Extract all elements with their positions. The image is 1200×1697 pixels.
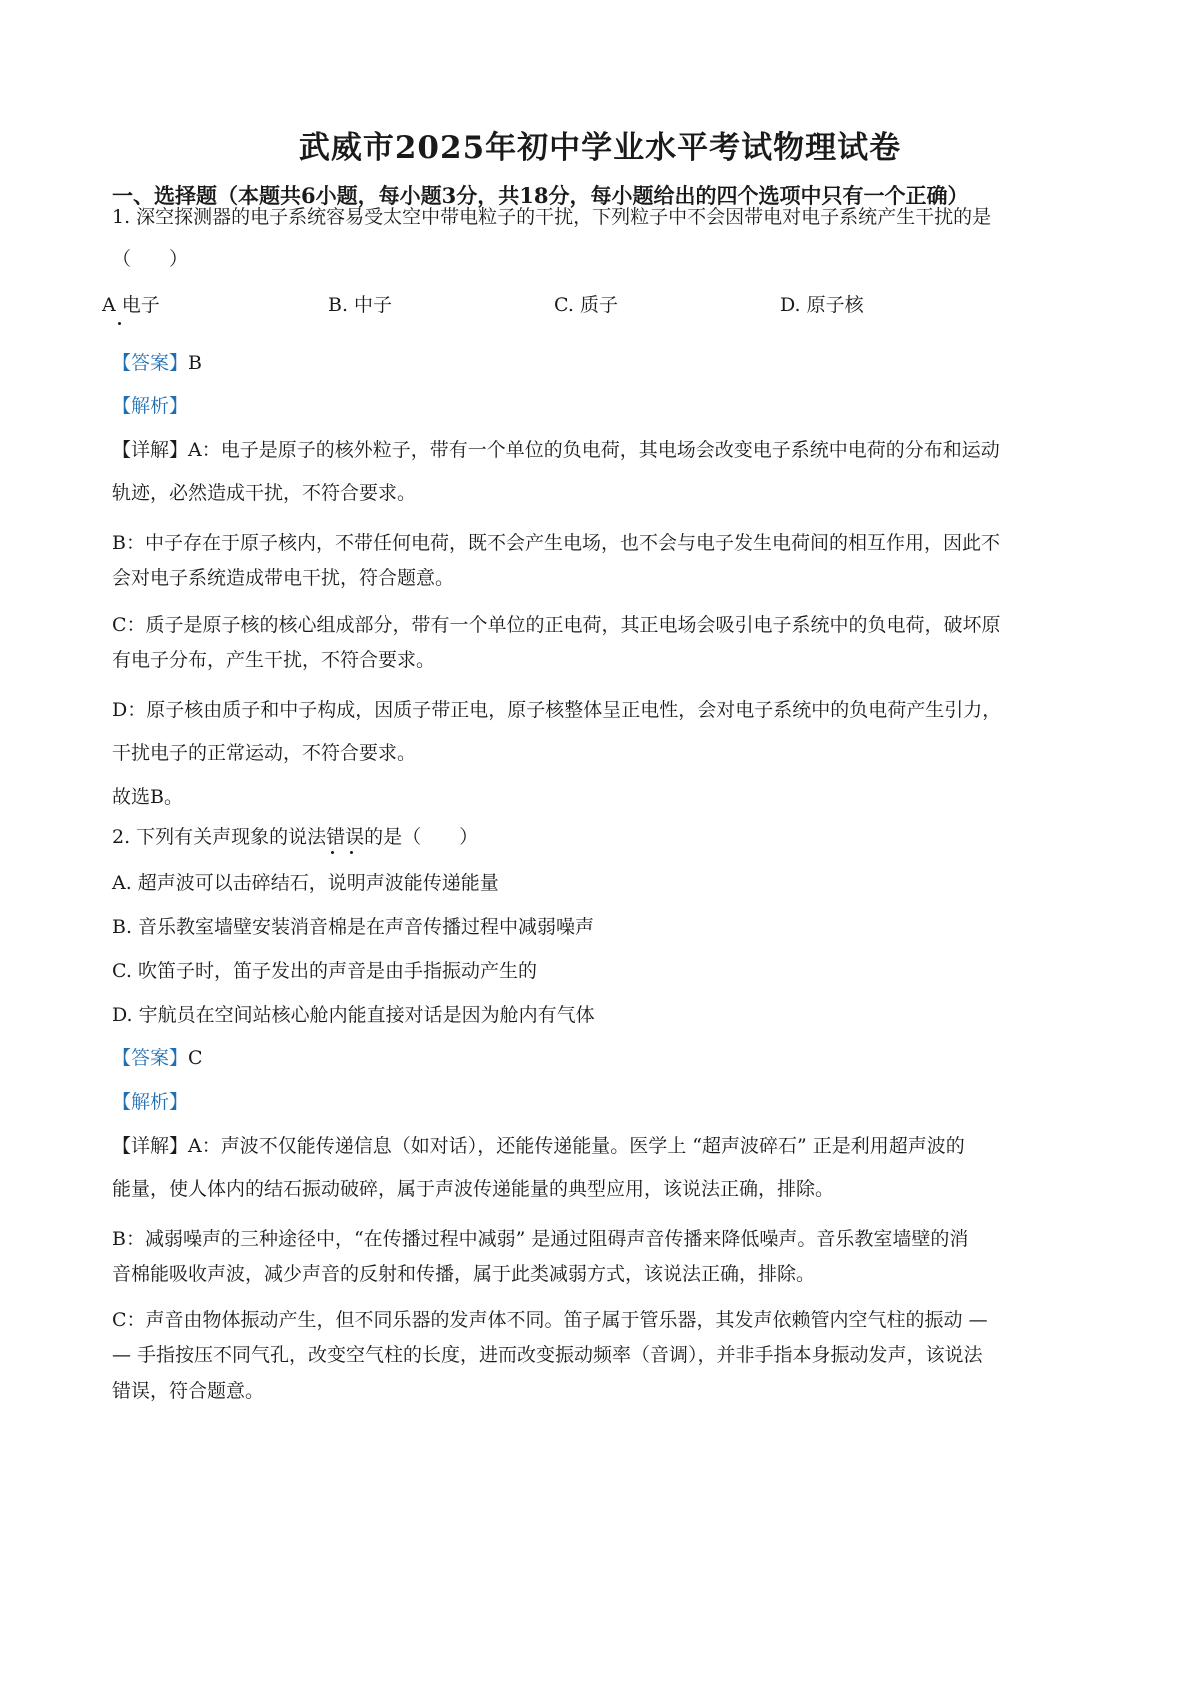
answer-value: C (188, 1047, 203, 1069)
answer-value: B (188, 352, 202, 374)
q1-detail-line-6: 有电子分布，产生干扰，不符合要求。 (112, 649, 436, 671)
q1-detail-line-5: C：质子是原子核的核心组成部分，带有一个单位的正电荷，其正电场会吸引电子系统中的负电荷，破坏原 (112, 614, 1001, 636)
q2-option-d: D. 宇航员在空间站核心舱内能直接对话是因为舱内有气体 (112, 1004, 595, 1026)
detail-text: A：声波不仅能传递信息（如对话），还能传递能量。医学上 “超声波碎石” 正是利用超声波的 (188, 1135, 965, 1157)
answer-tag: 【答案】 (112, 352, 189, 374)
q1-detail-line-2: 轨迹，必然造成干扰，不符合要求。 (112, 482, 417, 504)
detail-tag: 【详解】 (112, 1135, 189, 1157)
detail-text: A：电子是原子的核外粒子，带有一个单位的负电荷，其电场会改变电子系统中电荷的分布和运动 (188, 439, 1000, 461)
q1-stem-line-1: 1. 深空探测器的电子系统容易受太空中带电粒子的干扰，下列粒子中不会因带电对电子系统产生干扰的是 (112, 206, 992, 228)
q1-option-d: D. 原子核 (780, 294, 864, 316)
q2-stem: 2. 下列有关声现象的说法错误的是（ ） (112, 826, 479, 848)
q1-conclusion: 故选B。 (112, 786, 183, 808)
q2-detail-line-3: B：减弱噪声的三种途径中，“在传播过程中减弱” 是通过阻碍声音传播来降低噪声。音乐教室墙壁的消 (112, 1228, 969, 1250)
section-heading: 一、选择题（本题共6小题，每小题3分，共18分，每小题给出的四个选项中只有一个正确） (112, 183, 969, 208)
q1-option-c: C. 质子 (554, 294, 618, 316)
emphasis-dot (118, 322, 121, 325)
q2-detail-line-2: 能量，使人体内的结石振动破碎，属于声波传递能量的典型应用，该说法正确，排除。 (112, 1178, 835, 1200)
answer-tag: 【答案】 (112, 1047, 189, 1069)
q2-detail-line-4: 音棉能吸收声波，减少声音的反射和传播，属于此类减弱方式，该说法正确，排除。 (112, 1263, 816, 1285)
emphasis-dot (350, 851, 353, 854)
emphasis-dot (331, 851, 334, 854)
exam-title: 武威市2025年初中学业水平考试物理试卷 (298, 130, 902, 166)
q2-detail-line-6: — 手指按压不同气孔，改变空气柱的长度，进而改变振动频率（音调），并非手指本身振动发声，该说法 (112, 1344, 983, 1366)
q1-stem-line-2: （ ） (112, 248, 189, 270)
q1-detail-line-3: B：中子存在于原子核内，不带任何电荷，既不会产生电场，也不会与电子发生电荷间的相互作用，因此不 (112, 532, 1000, 554)
q2-detail-line-5: C：声音由物体振动产生，但不同乐器的发声体不同。笛子属于管乐器，其发声依赖管内空气柱的振动 — (112, 1309, 988, 1331)
q1-detail-line-4: 会对电子系统造成带电干扰，符合题意。 (112, 567, 455, 589)
q2-option-a: A. 超声波可以击碎结石，说明声波能传递能量 (112, 872, 499, 894)
q2-analysis-tag: 【解析】 (112, 1091, 189, 1113)
q2-option-b: B. 音乐教室墙壁安装消音棉是在声音传播过程中减弱噪声 (112, 916, 595, 938)
q2-detail-line-1 (112, 1133, 1112, 1159)
q2-detail-line-7: 错误，符合题意。 (112, 1380, 265, 1402)
q1-detail-line-1 (112, 437, 1112, 463)
detail-tag: 【详解】 (112, 439, 189, 461)
q2-answer (112, 1045, 1112, 1071)
q1-option-b: B. 中子 (328, 294, 393, 316)
q2-option-c: C. 吹笛子时，笛子发出的声音是由手指振动产生的 (112, 960, 537, 982)
q1-analysis-tag: 【解析】 (112, 395, 189, 417)
q1-answer (112, 350, 1112, 376)
q1-detail-line-7: D：原子核由质子和中子构成，因质子带正电，原子核整体呈正电性，会对电子系统中的负电荷产生引力， (112, 699, 1002, 721)
q1-option-a: A 电子 (102, 294, 160, 316)
q1-detail-line-8: 干扰电子的正常运动，不符合要求。 (112, 742, 417, 764)
